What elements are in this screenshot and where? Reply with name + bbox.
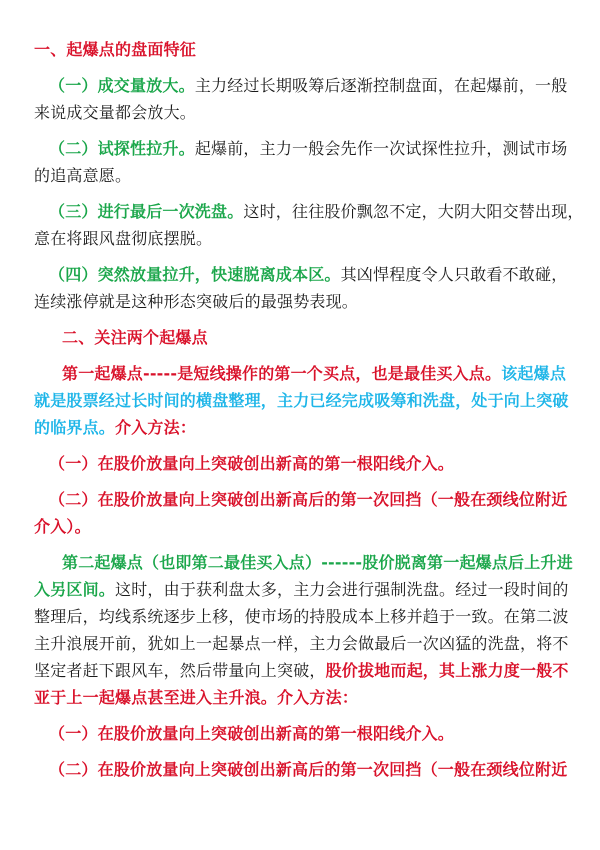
item-text: 这时，往往股价飘忽不定，大阴大阳交替出现，	[243, 202, 584, 221]
method-label: 介入方法：	[115, 418, 197, 437]
second-trigger-text: 坚定者赶下跟风车，然后带量向上突破，	[34, 661, 326, 680]
second-method-1: （一）在股价放量向上突破创出新高的第一根阳线介入。	[49, 724, 455, 743]
first-trigger-desc: 就是股票经过长时间的横盘整理，主力已经完成吸筹和洗盘，处于向上突破	[34, 391, 569, 410]
second-trigger-text: 整理后，均线系统逐步上移，使市场的持股成本上移并趋于一致。在第二波	[34, 607, 569, 626]
method-label: 介入方法：	[277, 688, 359, 707]
second-trigger-emphasis: 股价拔地而起，其上涨力度一般不	[325, 661, 569, 680]
item-text: 其凶悍程度令人只敢看不敢碰，	[340, 265, 568, 284]
item-label: （三）进行最后一次洗盘。	[49, 202, 244, 221]
first-trigger-title: 第一起爆点-----是短线操作的第一个买点，也是最佳买入点。	[62, 364, 502, 383]
second-trigger-text: 这时，由于获利盘太多，主力会进行强制洗盘。经过一段时间的	[115, 580, 569, 599]
second-trigger-title: 入另区间。	[34, 580, 116, 599]
item-text: 主力经过长期吸筹后逐渐控制盘面，在起爆前，一般	[194, 76, 568, 95]
item-label: （二）试探性拉升。	[49, 139, 195, 158]
second-trigger-section	[34, 549, 572, 711]
item-text: 的追高意愿。	[34, 166, 132, 185]
first-trigger-section	[34, 360, 572, 441]
second-trigger-title: 第二起爆点（也即第二最佳买入点）------股价脱离第一起爆点后上升进	[62, 553, 573, 572]
feature-item-4	[34, 261, 572, 315]
first-trigger-desc: 的临界点。	[34, 418, 116, 437]
item-label: （一）成交量放大。	[49, 76, 195, 95]
heading-2: 二、关注两个起爆点	[62, 328, 208, 347]
first-method-2-line: 介入）。	[34, 517, 91, 536]
item-label: （四）突然放量拉升，快速脱离成本区。	[49, 265, 341, 284]
item-text: 意在将跟风盘彻底摆脱。	[34, 229, 213, 248]
second-method-2: （二）在股价放量向上突破创出新高后的第一次回挡（一般在颈线位附近	[49, 760, 568, 779]
feature-item-1	[34, 72, 572, 126]
second-trigger-text: 主升浪展开前，犹如上一起暴点一样，主力会做最后一次凶猛的洗盘，将不	[34, 634, 569, 653]
heading-1: 一、起爆点的盘面特征	[34, 40, 197, 59]
item-text: 起爆前，主力一般会先作一次试探性拉升，测试市场	[194, 139, 568, 158]
first-method-2	[34, 486, 572, 540]
first-method-1: （一）在股价放量向上突破创出新高的第一根阳线介入。	[49, 454, 455, 473]
feature-item-3	[34, 198, 584, 252]
item-text: 来说成交量都会放大。	[34, 103, 197, 122]
feature-item-2	[34, 135, 572, 189]
first-trigger-desc: 该起爆点	[501, 364, 567, 383]
second-trigger-emphasis: 亚于上一起爆点甚至进入主升浪。	[34, 688, 278, 707]
first-method-2-line: （二）在股价放量向上突破创出新高后的第一次回挡（一般在颈线位附近	[49, 490, 568, 509]
item-text: 连续涨停就是这种形态突破后的最强势表现。	[34, 292, 359, 311]
